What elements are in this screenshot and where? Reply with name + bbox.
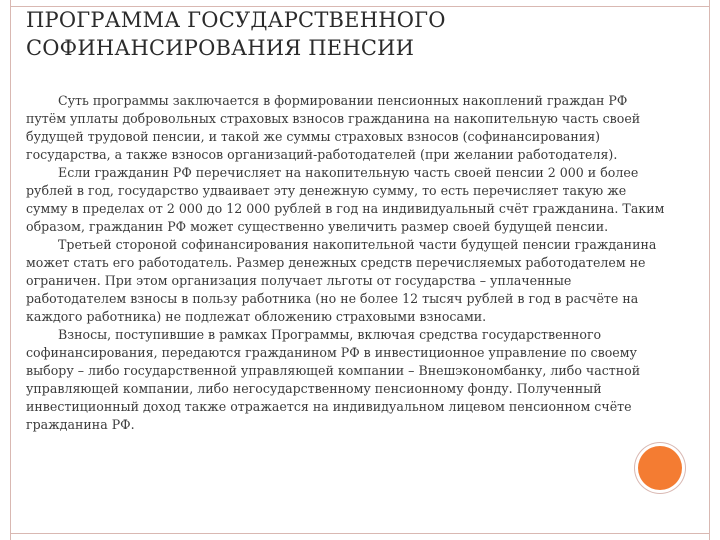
slide-title-line-1: ПРОГРАММА ГОСУДАРСТВЕННОГО [26, 8, 446, 32]
paragraph-employer-role: Третьей стороной софинансирования накопительной части будущей пенсии гражданина может стать его работодатель. Размер денежных средств перечисляемых работодателем не ограничен. При этом организация получает льготы от государства – уплаченные работодателем взносы в пользу работника (но не более 12 тысяч рублей в год в расчёте на каждого работника) не подлежат обложению страховыми взносами. [26, 237, 657, 324]
slide-body [26, 92, 666, 434]
paragraph-program-essence: Суть программы заключается в формировании пенсионных накоплений граждан РФ путём уплаты добровольных страховых взносов гражданина на накопительную часть своей будущей трудовой пенсии, и такой же суммы страховых взносов (софинансирования) государства, а также взносов организаций-работодателей (при желании работодателя). [26, 93, 641, 162]
frame-line-bottom [10, 533, 710, 534]
slide-title-line-2: СОФИНАНСИРОВАНИЯ ПЕНСИИ [26, 36, 415, 60]
paragraph-investment-management: Взносы, поступившие в рамках Программы, включая средства государственного софинансирования, передаются гражданином РФ в инвестиционное управление по своему выбору – либо государственной управляющей компании – Внешэкономбанку, либо частной управляющей компании, либо негосударственному пенсионному фонду. Полученный инвестиционный доход также отражается на индивидуальном лицевом пенсионном счёте гражданина РФ. [26, 327, 641, 432]
frame-line-left [10, 0, 11, 540]
frame-line-right [709, 0, 710, 540]
decorative-orange-circle [638, 446, 682, 490]
slide-title [26, 6, 666, 62]
paragraph-state-doubling: Если гражданин РФ перечисляет на накопительную часть своей пенсии 2 000 и более рублей в год, государство удваивает эту денежную сумму, то есть перечисляет такую же сумму в пределах от 2 000 до 12 000 рублей в год на индивидуальный счёт гражданина. Таким образом, гражданин РФ может существенно увеличить размер своей будущей пенсии. [26, 165, 665, 234]
